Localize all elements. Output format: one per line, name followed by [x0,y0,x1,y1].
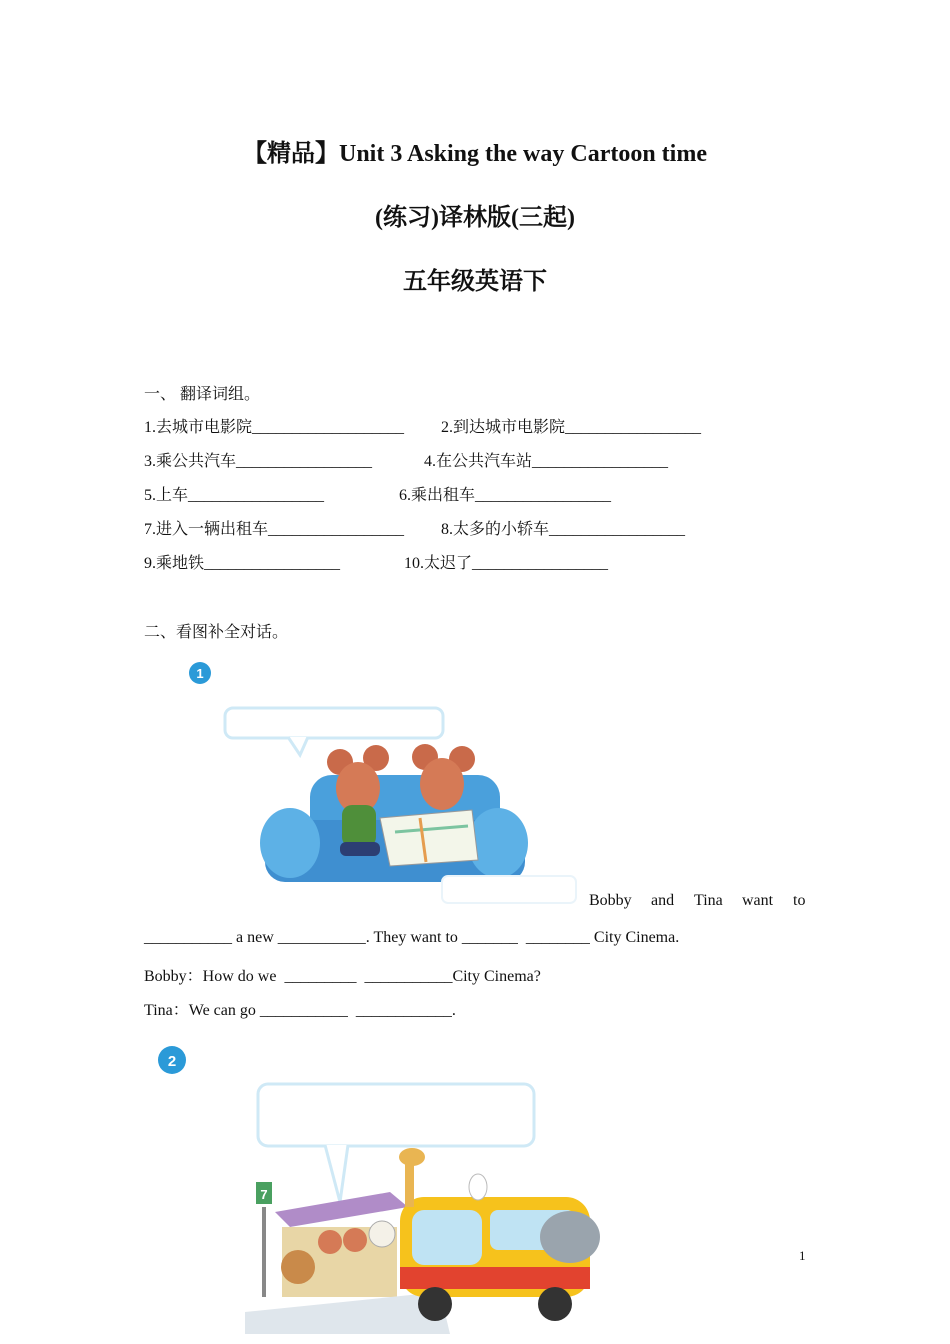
page-number: 1 [799,1248,806,1263]
elephant [540,1211,600,1263]
bus-stripe [400,1267,590,1289]
exercise-item: 2.到达城市电影院_________________ [441,419,702,436]
exercise-item: 7.进入一辆出租车_________________ [144,521,405,538]
exercise-item: 9.乘地铁_________________ [144,555,341,572]
sheep [369,1221,395,1247]
section-1-heading: 一、 翻译词组。 [144,386,261,403]
cartoon-picture-2 [150,1042,610,1334]
document-title-line-1: 【精品】Unit 3 Asking the way Cartoon time [242,141,707,167]
bus-wheel [538,1287,572,1321]
speech-bubble [225,708,443,738]
mouse-head [318,1230,342,1254]
exercise-item: 4.在公共汽车站_________________ [424,453,669,470]
mouse-shirt [342,805,376,847]
sentence-word: want [742,892,774,909]
cartoon-picture-1 [180,660,580,910]
picture-number: 2 [167,1053,177,1070]
sentence-word: Tina [694,892,723,909]
sentence-word: Bobby [589,892,632,909]
mouse-head [343,1228,367,1252]
mouse-head [420,758,464,810]
mouse-pants [340,842,380,856]
exercise-item: 3.乘公共汽车_________________ [144,453,373,470]
exercise-item: 6.乘出租车_________________ [399,487,612,504]
exercise-item: 1.去城市电影院___________________ [144,419,405,436]
fill-in-sentence: ___________ a new ___________. They want to _______ ________ City Cinema. [144,929,680,946]
document-title-line-3: 五年级英语下 [403,269,547,295]
giraffe-neck [405,1162,414,1207]
hedgehog [281,1250,315,1284]
bird [469,1174,487,1200]
giraffe-head [399,1148,425,1166]
sentence-word: and [651,892,675,909]
sentence-word: to [793,892,806,909]
picture-number: 1 [196,666,204,681]
exercise-item: 8.太多的小轿车_________________ [441,521,686,538]
exercise-item: 5.上车_________________ [144,487,325,504]
exercise-item: 10.太迟了_________________ [404,555,609,572]
section-2-heading: 二、看图补全对话。 [144,624,289,641]
sofa-left-arm [260,808,320,878]
city-map [380,810,478,866]
bus-wheel [418,1287,452,1321]
sofa-right-arm [468,808,528,878]
bus-windshield [412,1210,482,1265]
document-title-line-2: (练习)译林版(三起) [375,205,575,231]
bus-stop-pole [262,1207,266,1297]
dialogue-line-tina: Tina：We can go ___________ ____________. [144,1002,456,1019]
speech-bubble [258,1084,534,1146]
bus-stop-number: 7 [260,1187,268,1202]
speech-bubble-tail [288,737,308,755]
speech-bubble-tail [325,1145,348,1202]
dialogue-line-bobby: Bobby：How do we _________ ___________City Cinema? [144,968,541,985]
answer-box [442,876,576,903]
